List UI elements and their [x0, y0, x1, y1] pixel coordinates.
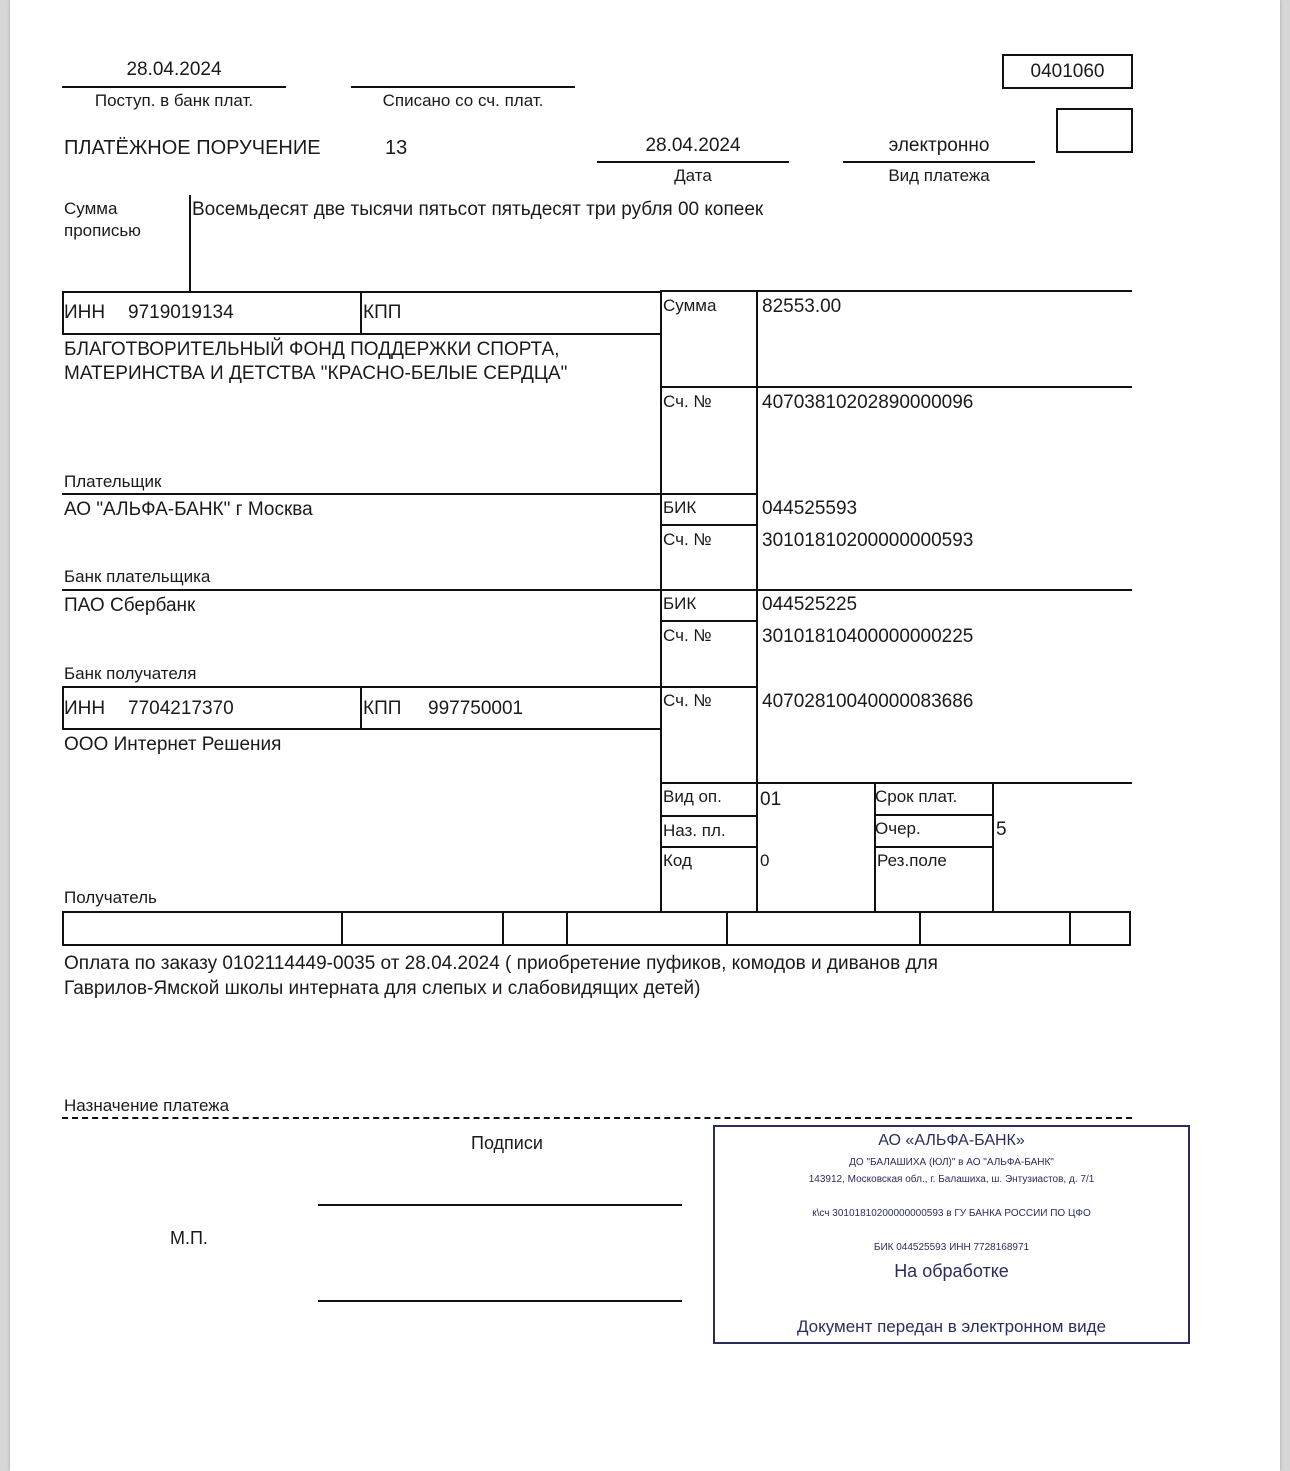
payee-bank-account-label: Сч. № [663, 626, 712, 645]
operation-type: 01 [760, 789, 782, 810]
grid-line [660, 386, 1132, 388]
amount-words-value: Восемьдесят две тысячи пятьсот пятьдесят три рубля 00 копеек [192, 199, 764, 220]
payer-bank-bik-label: БИК [663, 498, 697, 517]
amount-label: Сумма [663, 296, 717, 315]
payee-bank-account: 30101810400000000225 [762, 626, 974, 647]
tax-field-divider [1069, 911, 1071, 946]
payer-bank-account-label: Сч. № [663, 530, 712, 549]
amount-words-label-2: прописью [64, 221, 141, 240]
document-date: 28.04.2024 [645, 135, 741, 156]
purpose-code-label: Наз. пл. [663, 821, 726, 840]
purpose-line-1: Оплата по заказу 0102114449-0035 от 28.04.2024 ( приобретение пуфиков, комодов и диванов для [64, 953, 938, 974]
document-date-underline [597, 161, 789, 163]
payee-name: ООО Интернет Решения [64, 734, 282, 755]
payer-caption: Плательщик [64, 472, 162, 491]
amount-words-label-1: Сумма [64, 199, 118, 218]
bank-stamp [713, 1125, 1190, 1344]
payment-type-label: Вид платежа [888, 166, 990, 185]
grid-line [660, 686, 758, 688]
priority-label: Очер. [875, 819, 921, 838]
payee-inn-kpp-divider [360, 686, 362, 730]
payee-inn: 7704217370 [128, 698, 234, 719]
grid-line [660, 846, 758, 848]
stamp-status: На обработке [894, 1261, 1009, 1281]
stamp-address: 143912, Московская обл., г. Балашиха, ш. Энтузиастов, д. 7/1 [808, 1174, 1095, 1185]
payee-kpp-label: КПП [363, 698, 402, 719]
code-value: 0 [760, 851, 770, 870]
grid-line [62, 589, 1132, 591]
signatures-title: Подписи [471, 1133, 543, 1153]
received-date-underline [62, 86, 286, 88]
grid-line [660, 815, 758, 817]
grid-line [874, 814, 994, 816]
purpose-caption: Назначение платежа [64, 1096, 230, 1115]
payee-bank-bik: 044525225 [762, 594, 858, 615]
stamp-bank-name: АО «АЛЬФА-БАНК» [878, 1132, 1025, 1149]
purpose-line-2: Гаврилов-Ямской школы интерната для слепых и слабовидящих детей) [64, 978, 701, 999]
form-code-box: 0401060 [1002, 54, 1133, 89]
payer-kpp-label: КПП [363, 302, 402, 323]
right-column-value-border [756, 291, 758, 911]
signature-line-2 [318, 1300, 682, 1302]
grid-line [660, 524, 758, 526]
payer-account-label: Сч. № [663, 392, 712, 411]
stamp-bik-inn: БИК 044525593 ИНН 7728168971 [873, 1242, 1030, 1253]
due-date-label: Срок плат. [875, 787, 958, 806]
debited-date-label: Списано со сч. плат. [382, 91, 544, 110]
payer-inn-kpp-divider [360, 291, 362, 335]
tax-field-divider [502, 911, 504, 946]
debited-date-underline [351, 86, 575, 88]
payer-bank-caption: Банк плательщика [64, 567, 211, 586]
tax-field-divider [566, 911, 568, 946]
payee-account: 40702810040000083686 [762, 691, 974, 712]
payee-bank-name: ПАО Сбербанк [64, 595, 196, 616]
payer-name-line-2: МАТЕРИНСТВА И ДЕТСТВА "КРАСНО-БЕЛЫЕ СЕРДЦА" [64, 363, 568, 384]
stamp-place-label: М.П. [170, 1228, 208, 1248]
amount-words-divider [189, 195, 191, 291]
stamp-electronic-note: Документ передан в электронном виде [796, 1317, 1107, 1336]
document-title: ПЛАТЁЖНОЕ ПОРУЧЕНИЕ [64, 137, 321, 159]
payee-caption: Получатель [64, 888, 157, 907]
payee-inn-label: ИНН [64, 698, 106, 719]
received-date-label: Поступ. в банк плат. [94, 91, 254, 110]
grid-line [660, 290, 1132, 292]
purpose-dashed-separator [62, 1117, 1132, 1119]
grid-line [660, 620, 758, 622]
operation-type-label: Вид оп. [663, 787, 722, 806]
tax-field-divider [919, 911, 921, 946]
tax-field-divider [341, 911, 343, 946]
document-date-label: Дата [674, 166, 712, 185]
grid-line [660, 782, 1132, 784]
stamp-branch: ДО "БАЛАШИХА (ЮЛ)" в АО "АЛЬФА-БАНК" [849, 1157, 1054, 1168]
right-column-left-border [660, 291, 662, 911]
code-label: Код [663, 851, 692, 870]
payee-account-label: Сч. № [663, 691, 712, 710]
status-code-box [1056, 108, 1133, 153]
amount-value: 82553.00 [762, 296, 842, 317]
payee-bank-bik-label: БИК [663, 594, 697, 613]
priority-value: 5 [996, 819, 1007, 840]
stamp-corr-account: к\сч 30101810200000000593 в ГУ БАНКА РОССИИ ПО ЦФО [812, 1208, 1091, 1219]
payment-type-underline [843, 161, 1035, 163]
payment-type: электронно [888, 135, 990, 156]
tax-field-divider [726, 911, 728, 946]
grid-line [874, 846, 994, 848]
received-date: 28.04.2024 [126, 59, 222, 80]
tax-fields-row [62, 911, 1131, 946]
signature-line-1 [318, 1204, 682, 1206]
payer-bank-bik: 044525593 [762, 498, 858, 519]
payer-bank-name: АО "АЛЬФА-БАНК" г Москва [64, 499, 313, 520]
payer-inn: 9719019134 [128, 302, 234, 323]
payer-bank-account: 30101810200000000593 [762, 530, 974, 551]
payee-kpp: 997750001 [428, 698, 524, 719]
grid-line [62, 493, 758, 495]
reserved-field-label: Рез.поле [877, 851, 947, 870]
payer-inn-label: ИНН [64, 302, 106, 323]
payment-order-page [10, 0, 1280, 1471]
document-number: 13 [385, 137, 408, 159]
payer-name-line-1: БЛАГОТВОРИТЕЛЬНЫЙ ФОНД ПОДДЕРЖКИ СПОРТА, [64, 339, 560, 360]
payee-bank-caption: Банк получателя [64, 664, 197, 683]
payer-account: 40703810202890000096 [762, 392, 974, 413]
